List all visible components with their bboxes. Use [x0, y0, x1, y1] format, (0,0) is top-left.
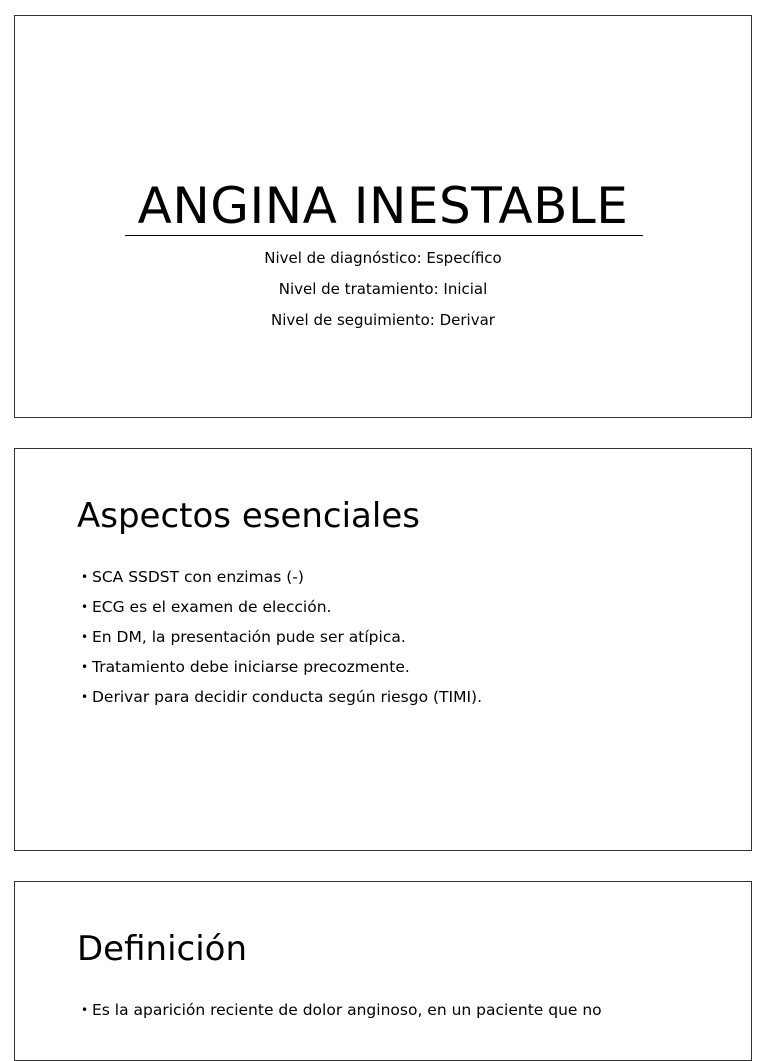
list-item-text: Derivar para decidir conducta según riesgo (TIMI). — [92, 688, 482, 706]
essentials-slide — [14, 448, 752, 851]
bullet-icon: • — [81, 690, 89, 704]
slide-heading: Definición — [77, 929, 247, 969]
title-underline — [125, 235, 643, 236]
title-slide — [14, 15, 752, 418]
subtitle-block — [15, 247, 751, 340]
list-item-text: ECG es el examen de elección. — [92, 598, 332, 616]
bullet-icon: • — [81, 600, 89, 614]
followup-level-line: Nivel de seguimiento: Derivar — [271, 311, 495, 329]
list-item-text: En DM, la presentación pude ser atípica. — [92, 628, 406, 646]
list-item — [81, 596, 721, 626]
slide-heading: Aspectos esenciales — [77, 496, 420, 536]
list-item-text: SCA SSDST con enzimas (-) — [92, 568, 304, 586]
definition-slide — [14, 881, 752, 1061]
bullet-icon: • — [81, 630, 89, 644]
slide-title: ANGINA INESTABLE — [137, 177, 629, 235]
list-item — [81, 656, 721, 686]
diagnosis-level-line: Nivel de diagnóstico: Específico — [264, 249, 502, 267]
list-item — [81, 566, 721, 596]
list-item-text: Es la aparición reciente de dolor anginoso, en un paciente que no — [92, 1001, 602, 1019]
list-item — [81, 686, 721, 716]
treatment-level-line: Nivel de tratamiento: Inicial — [278, 280, 488, 298]
bullet-icon: • — [81, 660, 89, 674]
bullet-list — [81, 566, 721, 716]
list-item-text: Tratamiento debe iniciarse precozmente. — [92, 658, 410, 676]
list-item — [81, 999, 721, 1029]
bullet-list — [81, 999, 721, 1029]
list-item — [81, 626, 721, 656]
bullet-icon: • — [81, 570, 89, 584]
bullet-icon: • — [81, 1003, 89, 1017]
